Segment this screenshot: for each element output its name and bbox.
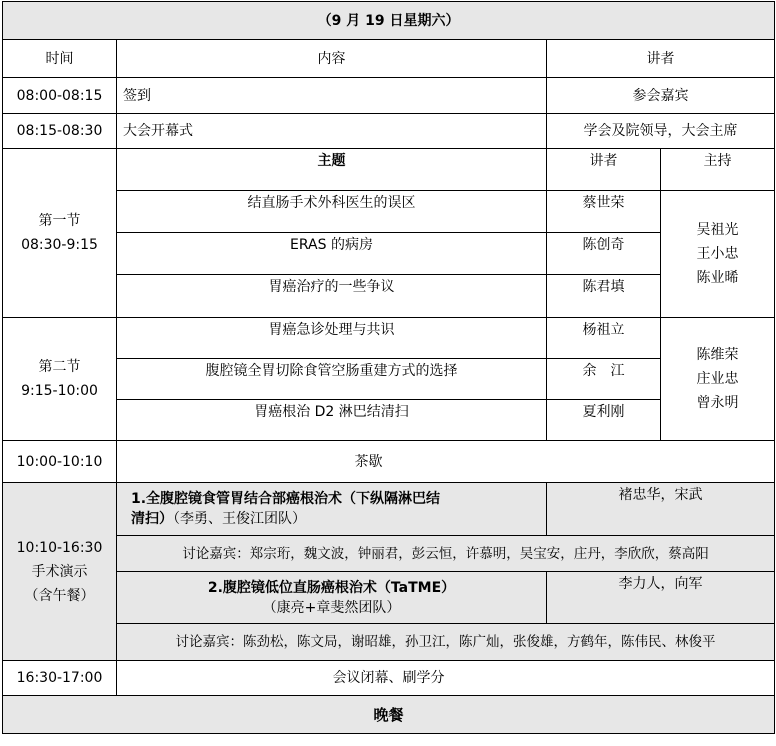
- tea-content: 茶歇: [117, 441, 775, 483]
- opening-content: 大会开幕式: [117, 114, 547, 149]
- header-time: 时间: [3, 40, 117, 78]
- signin-speaker: 参会嘉宾: [547, 78, 775, 114]
- demo2-title: [117, 572, 547, 624]
- section1-speaker-3: 陈君填: [547, 275, 661, 318]
- subheader-topic: 主题: [117, 149, 547, 191]
- section1-topic-3: 胃癌治疗的一些争议: [117, 275, 547, 318]
- closing-content: 会议闭幕、刷学分: [117, 661, 775, 696]
- opening-time: 08:15-08:30: [3, 114, 117, 149]
- dinner-row: 晚餐: [3, 696, 775, 734]
- header-content: 内容: [117, 40, 547, 78]
- surgery-name: 手术演示: [31, 563, 88, 580]
- schedule-table: [2, 1, 775, 734]
- section1-topic-2: ERAS 的病房: [117, 233, 547, 275]
- demo1-title-line1: 1.全腹腔镜食管胃结合部癌根治术（下纵隔淋巴结: [131, 491, 441, 507]
- section2-host-2: 庄业忠: [696, 371, 739, 387]
- demo2-discussion: 讨论嘉宾：陈劲松，陈文局，谢昭雄，孙卫江，陈广灿，张俊雄，方鹤年，陈伟民、林俊平: [117, 624, 775, 661]
- header-speaker: 讲者: [547, 40, 775, 78]
- surgery-label: [3, 483, 117, 661]
- signin-content: 签到: [117, 78, 547, 114]
- demo2-title-line: 2.腹腔镜低位直肠癌根治术（TaTME）: [207, 579, 456, 596]
- section1-name: 第一节: [38, 213, 81, 229]
- section2-time: 9:15-10:00: [21, 383, 98, 399]
- section2-hosts: [661, 318, 775, 441]
- tea-time: 10:00-10:10: [3, 441, 117, 483]
- section1-host-2: 王小忠: [696, 246, 739, 262]
- section1-topic-1: 结直肠手术外科医生的误区: [117, 191, 547, 233]
- section2-topic-2: 腹腔镜全胃切除食管空肠重建方式的选择: [117, 359, 547, 400]
- subheader-host: 主持: [661, 149, 775, 191]
- signin-time: 08:00-08:15: [3, 78, 117, 114]
- demo2-team: （康亮+章斐然团队）: [262, 599, 401, 616]
- demo1-discussion: 讨论嘉宾：郑宗珩，魏文波，钟丽君，彭云恒，许慕明，吴宝安，庄丹，李欣欣，蔡高阳: [117, 536, 775, 572]
- section1-speaker-2: 陈创奇: [547, 233, 661, 275]
- page-title: （9 月 19 日星期六）: [3, 2, 775, 40]
- demo1-title: [117, 483, 547, 536]
- section2-speaker-3: 夏利刚: [547, 400, 661, 441]
- section1-host-1: 吴祖光: [696, 222, 739, 238]
- section1-speaker-1: 蔡世荣: [547, 191, 661, 233]
- surgery-time: 10:10-16:30: [16, 539, 103, 556]
- demo2-speakers: 李力人，向军: [547, 572, 775, 624]
- demo1-speakers: 褚忠华，宋武: [547, 483, 775, 536]
- section1-time: 08:30-9:15: [21, 237, 98, 253]
- section2-topic-3: 胃癌根治 D2 淋巴结清扫: [117, 400, 547, 441]
- section2-host-1: 陈维荣: [696, 347, 739, 363]
- section2-label: [3, 318, 117, 441]
- section2-host-3: 曾永明: [696, 395, 739, 411]
- subheader-speaker: 讲者: [547, 149, 661, 191]
- opening-speaker: 学会及院领导，大会主席: [547, 114, 775, 149]
- section2-speaker-2: 余 江: [547, 359, 661, 400]
- surgery-note: （含午餐）: [24, 587, 95, 604]
- section2-speaker-1: 杨祖立: [547, 318, 661, 359]
- closing-time: 16:30-17:00: [3, 661, 117, 696]
- section1-hosts: [661, 191, 775, 318]
- demo1-team: （李勇、王俊江团队）: [173, 511, 306, 527]
- demo1-title-line2: 清扫）: [131, 511, 173, 527]
- section2-name: 第二节: [38, 359, 81, 375]
- section2-topic-1: 胃癌急诊处理与共识: [117, 318, 547, 359]
- section1-label: [3, 149, 117, 318]
- section1-host-3: 陈业晞: [696, 270, 739, 286]
